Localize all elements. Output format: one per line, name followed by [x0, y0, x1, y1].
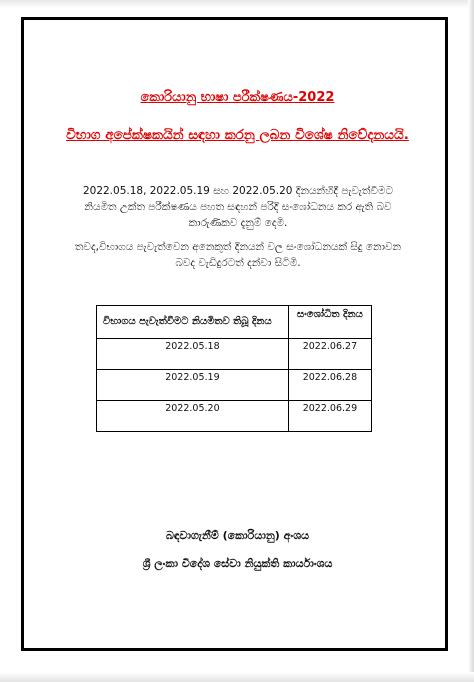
revised-date-cell: 2022.06.29	[288, 401, 371, 432]
original-date-cell: 2022.05.18	[97, 339, 289, 370]
original-date-cell: 2022.05.20	[97, 401, 289, 432]
notice-paragraph-1: 2022.05.18, 2022.05.19 සහ 2022.05.20 දිනයන්හිදී පැවැත්වීමට නියමිත උක්ත පරීක්ෂණය පහත සඳහන් පරිදි සංශෝධනය කර ඇති බව කාරුණිකව දැනුම් දෙමි.	[82, 185, 394, 229]
bottom-edge-shadow	[0, 672, 474, 682]
notice-paragraph-2: තවද,විභාගය පැවැත්වෙන අනෙකුත් දිනයන් වල සංශෝධනයක් සිදු නොවන බවද වැඩිදුරටත් දන්වා සිටිමි.	[74, 241, 402, 269]
header-original-date: විභාගය පැවැත්වීමට නියමිතව තිබූ දිනය	[97, 306, 289, 339]
issuing-division: බඳවාගැනීම් (කොරියානු) අංශය	[166, 529, 309, 542]
table-row	[97, 401, 372, 432]
date-revision-table	[96, 305, 372, 432]
table-row	[97, 339, 372, 370]
notice-page	[21, 17, 448, 651]
table-header-row	[97, 306, 372, 339]
document-subtitle: විභාග අපේක්ෂකයින් සඳහා කරනු ලබන විශේෂ නිවේදනයයි.	[66, 127, 409, 143]
revised-date-cell: 2022.06.27	[288, 339, 371, 370]
right-edge-shadow	[468, 0, 474, 682]
issuing-bureau: ශ්‍රී ලංකා විදේශ සේවා නියුක්ති කාර්යාංශය	[142, 557, 333, 570]
top-edge-shadow	[0, 0, 474, 8]
table-row	[97, 370, 372, 401]
header-revised-date: සංශෝධිත දිනය	[288, 306, 371, 339]
original-date-cell: 2022.05.19	[97, 370, 289, 401]
revised-date-cell: 2022.06.28	[288, 370, 371, 401]
document-title: කොරියානු භාෂා පරීක්ෂණය-2022	[140, 90, 335, 105]
